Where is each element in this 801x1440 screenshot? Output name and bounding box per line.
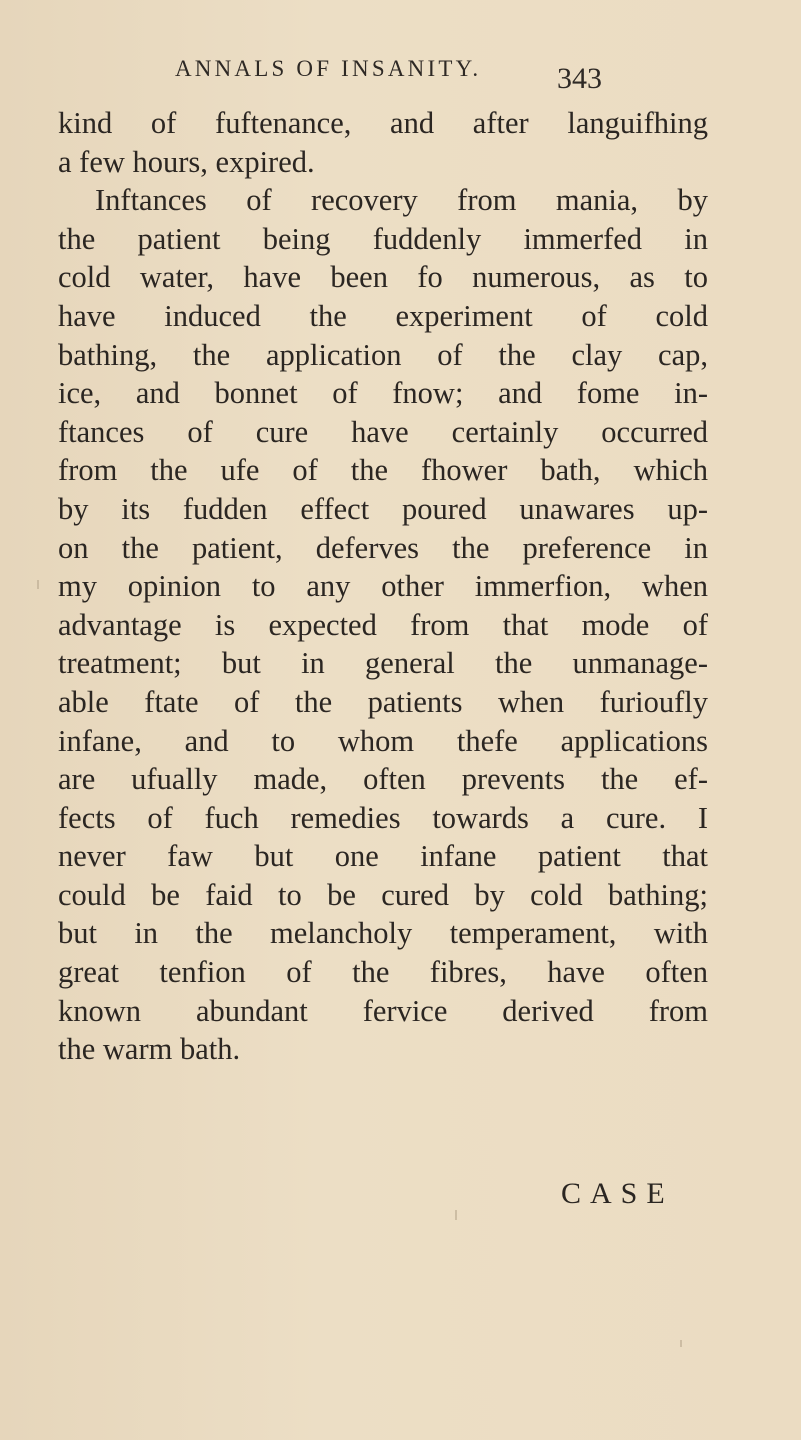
text-line: known abundant fervice derived from: [58, 993, 708, 1028]
text-line: my opinion to any other immerfion, when: [58, 569, 708, 604]
text-line: fects of fuch remedies towards a cure. I: [58, 800, 708, 835]
text-line: have induced the experiment of cold: [58, 298, 708, 333]
text-line: are ufually made, often prevents the ef-: [58, 762, 708, 797]
paper-speck: [37, 580, 39, 589]
text-line: treatment; but in general the unmanage-: [58, 646, 708, 681]
text-line: great tenfion of the fibres, have often: [58, 955, 708, 990]
paper-speck: [680, 1340, 682, 1347]
text-line: Inftances of recovery from mania, by: [95, 183, 708, 218]
text-line: could be faid to be cured by cold bathing;: [58, 877, 708, 912]
text-line: cold water, have been fo numerous, as to: [58, 260, 708, 295]
text-line: but in the melancholy temperament, with: [58, 916, 708, 951]
text-line: kind of fuftenance, and after languifhing: [58, 106, 708, 140]
text-line: ice, and bonnet of fnow; and fome in-: [58, 376, 708, 411]
text-line: advantage is expected from that mode of: [58, 607, 708, 642]
text-line: on the patient, deferves the preference in: [58, 530, 708, 565]
text-line: ftances of cure have certainly occurred: [58, 414, 708, 449]
page-number: 343: [557, 62, 602, 95]
paper-speck: [455, 1210, 457, 1220]
text-line: infane, and to whom thefe applications: [58, 723, 708, 758]
text-line: never faw but one infane patient that: [58, 839, 708, 874]
text-line: the warm bath.: [58, 1032, 241, 1067]
running-head: ANNALS OF INSANITY.: [175, 56, 482, 81]
text-line: able ftate of the patients when furioufly: [58, 684, 708, 719]
text-line: from the ufe of the fhower bath, which: [58, 453, 708, 488]
body-text: [58, 104, 708, 1069]
text-line: by its fudden effect poured unawares up-: [58, 491, 708, 526]
text-line: the patient being fuddenly immerfed in: [58, 221, 708, 256]
catchword: CASE: [561, 1177, 674, 1210]
text-line: bathing, the application of the clay cap,: [58, 337, 708, 372]
text-line: a few hours, expired.: [58, 144, 315, 179]
